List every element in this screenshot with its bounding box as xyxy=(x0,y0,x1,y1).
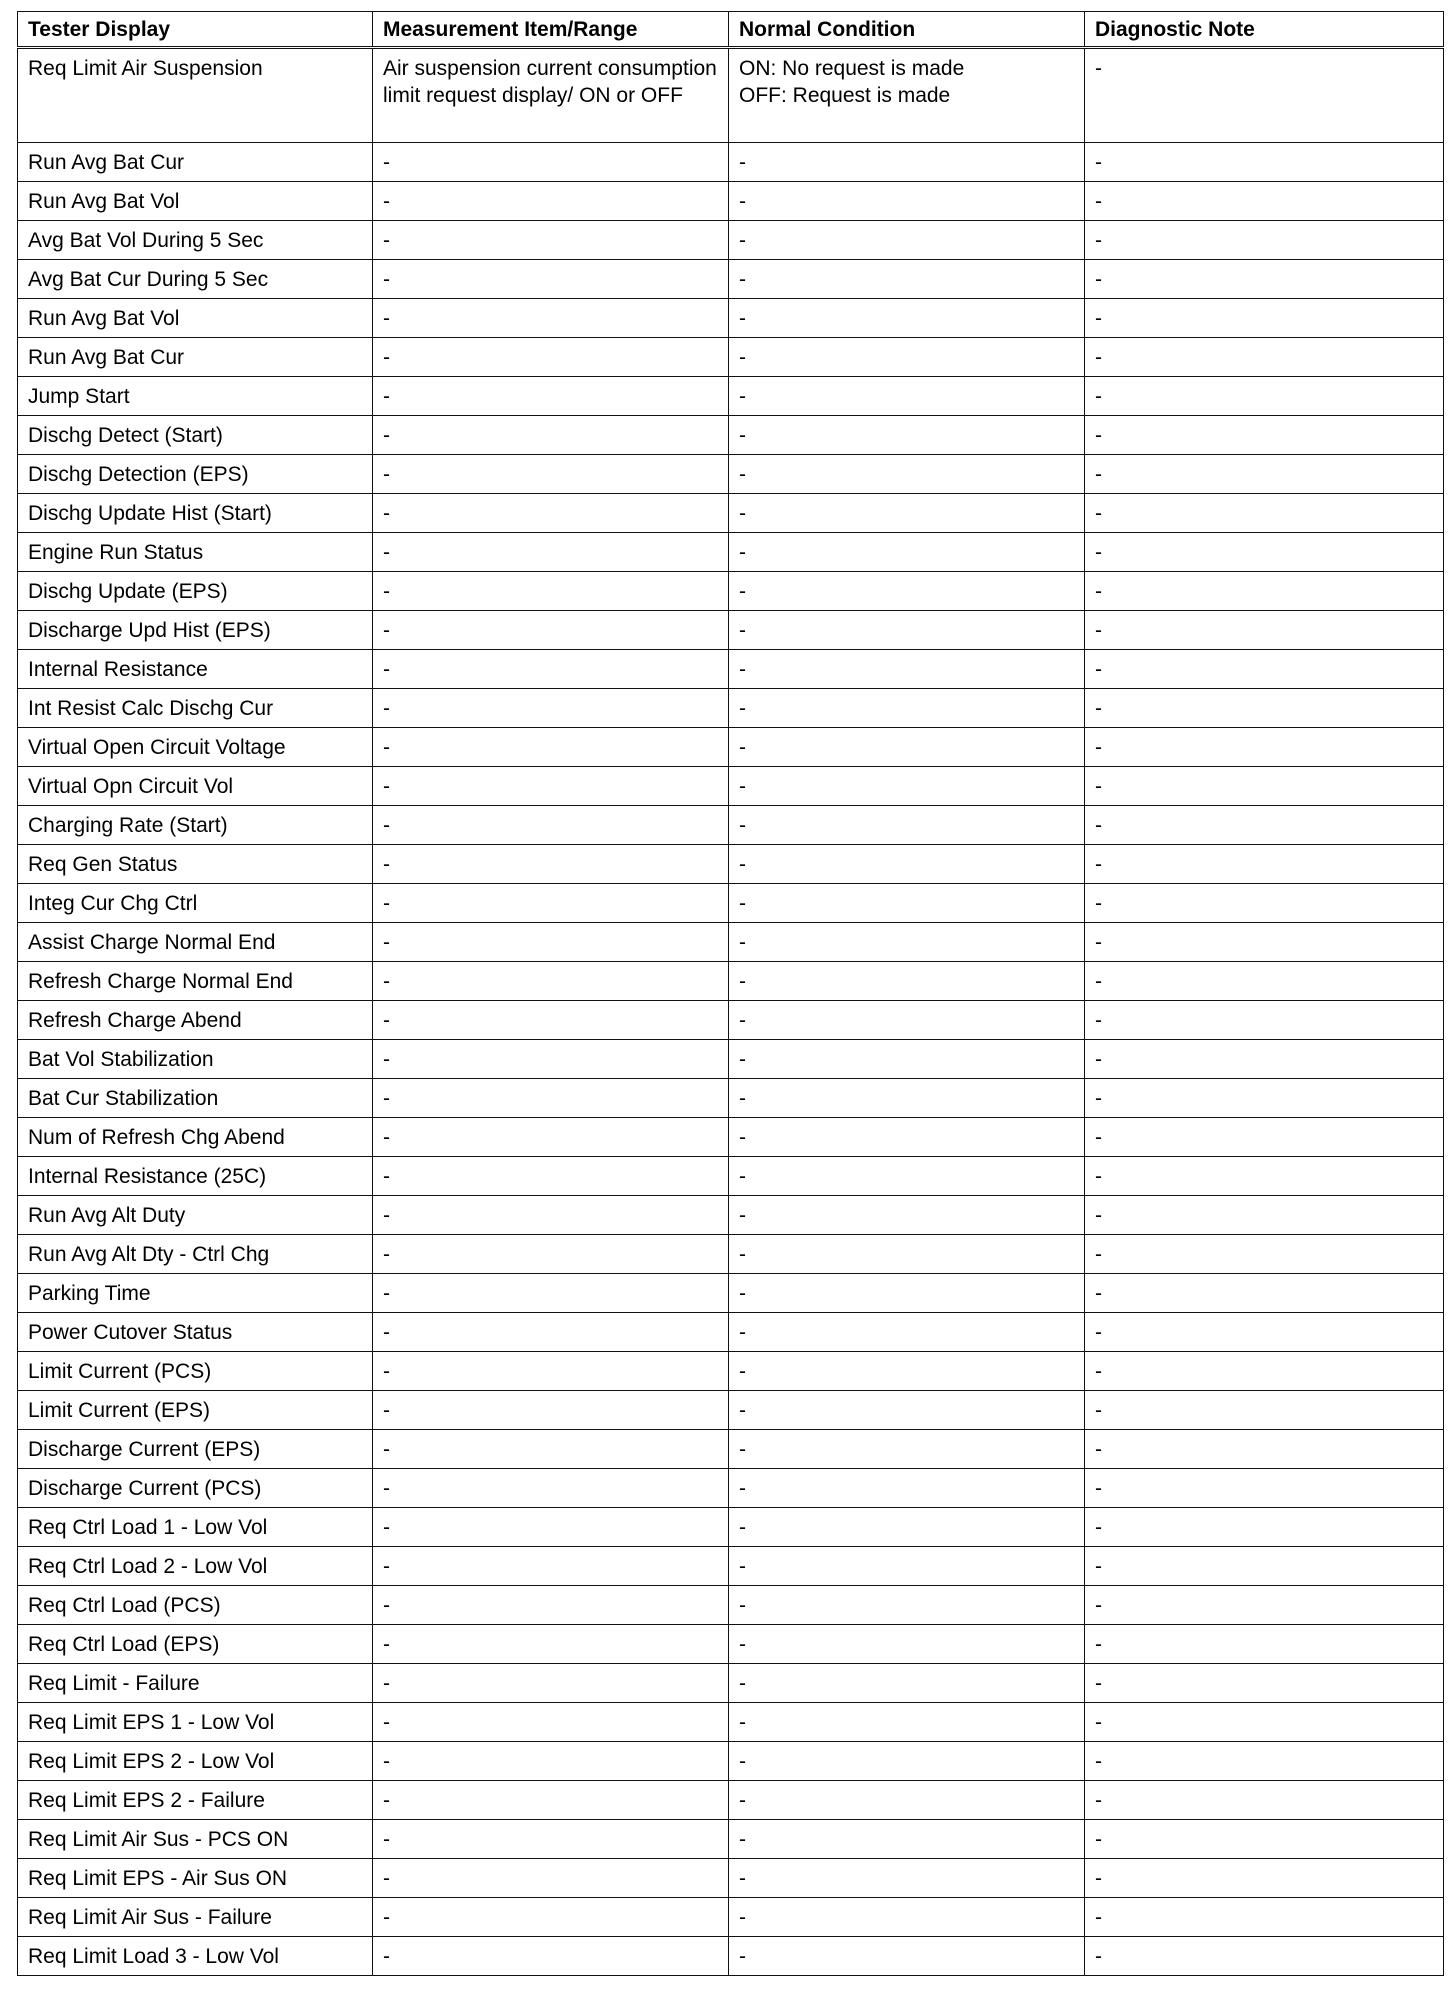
cell-diagnostic-note: - xyxy=(1085,533,1444,572)
table-row xyxy=(18,1235,1444,1274)
table-row xyxy=(18,182,1444,221)
table-row xyxy=(18,1196,1444,1235)
table-row xyxy=(18,1586,1444,1625)
cell-diagnostic-note: - xyxy=(1085,767,1444,806)
table-row xyxy=(18,1781,1444,1820)
cell-normal-condition: - xyxy=(729,494,1085,533)
cell-diagnostic-note: - xyxy=(1085,455,1444,494)
cell-tester-display: Limit Current (PCS) xyxy=(18,1352,373,1391)
table-row xyxy=(18,962,1444,1001)
cell-normal-condition: - xyxy=(729,728,1085,767)
cell-normal-condition: - xyxy=(729,1391,1085,1430)
cell-measurement-item: - xyxy=(373,416,729,455)
cell-diagnostic-note: - xyxy=(1085,1001,1444,1040)
cell-normal-condition: - xyxy=(729,845,1085,884)
cell-tester-display: Power Cutover Status xyxy=(18,1313,373,1352)
cell-normal-condition: - xyxy=(729,1820,1085,1859)
cell-diagnostic-note: - xyxy=(1085,338,1444,377)
cell-measurement-item: - xyxy=(373,299,729,338)
cell-diagnostic-note: - xyxy=(1085,377,1444,416)
cell-measurement-item: - xyxy=(373,1625,729,1664)
cell-diagnostic-note: - xyxy=(1085,650,1444,689)
cell-measurement-item: - xyxy=(373,1898,729,1937)
cell-diagnostic-note: - xyxy=(1085,728,1444,767)
cell-diagnostic-note: - xyxy=(1085,416,1444,455)
table-row xyxy=(18,1313,1444,1352)
table-row xyxy=(18,689,1444,728)
cell-tester-display: Internal Resistance xyxy=(18,650,373,689)
cell-measurement-item: - xyxy=(373,1508,729,1547)
cell-diagnostic-note: - xyxy=(1085,182,1444,221)
cell-normal-condition: - xyxy=(729,1664,1085,1703)
cell-normal-condition: - xyxy=(729,650,1085,689)
cell-measurement-item: - xyxy=(373,221,729,260)
cell-normal-condition: - xyxy=(729,1781,1085,1820)
cell-diagnostic-note: - xyxy=(1085,1586,1444,1625)
cell-normal-condition: - xyxy=(729,1313,1085,1352)
cell-tester-display: Req Gen Status xyxy=(18,845,373,884)
table-row xyxy=(18,260,1444,299)
table-row xyxy=(18,338,1444,377)
cell-diagnostic-note: - xyxy=(1085,1469,1444,1508)
cell-diagnostic-note: - xyxy=(1085,1430,1444,1469)
table-row xyxy=(18,1898,1444,1937)
cell-tester-display: Run Avg Alt Dty - Ctrl Chg xyxy=(18,1235,373,1274)
cell-diagnostic-note: - xyxy=(1085,1352,1444,1391)
cell-diagnostic-note: - xyxy=(1085,1040,1444,1079)
cell-measurement-item: - xyxy=(373,1118,729,1157)
cell-measurement-item: - xyxy=(373,806,729,845)
cell-measurement-item: - xyxy=(373,1469,729,1508)
cell-diagnostic-note: - xyxy=(1085,143,1444,182)
cell-normal-condition: - xyxy=(729,533,1085,572)
cell-diagnostic-note: - xyxy=(1085,1157,1444,1196)
cell-tester-display: Charging Rate (Start) xyxy=(18,806,373,845)
cell-diagnostic-note: - xyxy=(1085,884,1444,923)
cell-tester-display: Dischg Detect (Start) xyxy=(18,416,373,455)
cell-measurement-item: - xyxy=(373,650,729,689)
cell-measurement-item: - xyxy=(373,1157,729,1196)
cell-tester-display: Bat Vol Stabilization xyxy=(18,1040,373,1079)
cell-normal-condition: - xyxy=(729,1352,1085,1391)
cell-diagnostic-note: - xyxy=(1085,299,1444,338)
cell-measurement-item: - xyxy=(373,728,729,767)
table-row xyxy=(18,923,1444,962)
cell-tester-display: Run Avg Bat Vol xyxy=(18,299,373,338)
cell-diagnostic-note: - xyxy=(1085,1625,1444,1664)
cell-tester-display: Req Limit EPS 1 - Low Vol xyxy=(18,1703,373,1742)
table-row xyxy=(18,1664,1444,1703)
cell-tester-display: Req Ctrl Load (EPS) xyxy=(18,1625,373,1664)
cell-tester-display: Virtual Open Circuit Voltage xyxy=(18,728,373,767)
cell-normal-condition: ON: No request is made OFF: Request is made xyxy=(729,48,1085,143)
cell-measurement-item: - xyxy=(373,1235,729,1274)
cell-diagnostic-note: - xyxy=(1085,494,1444,533)
cell-normal-condition: - xyxy=(729,1157,1085,1196)
cell-normal-condition: - xyxy=(729,1742,1085,1781)
cell-diagnostic-note: - xyxy=(1085,1859,1444,1898)
table-row xyxy=(18,1547,1444,1586)
cell-measurement-item: - xyxy=(373,338,729,377)
cell-diagnostic-note: - xyxy=(1085,1118,1444,1157)
cell-diagnostic-note: - xyxy=(1085,1313,1444,1352)
cell-normal-condition: - xyxy=(729,1040,1085,1079)
cell-measurement-item: - xyxy=(373,923,729,962)
cell-diagnostic-note: - xyxy=(1085,1547,1444,1586)
table-row xyxy=(18,1937,1444,1976)
cell-measurement-item: - xyxy=(373,533,729,572)
cell-measurement-item: - xyxy=(373,1937,729,1976)
cell-diagnostic-note: - xyxy=(1085,845,1444,884)
cell-diagnostic-note: - xyxy=(1085,1235,1444,1274)
cell-normal-condition: - xyxy=(729,299,1085,338)
cell-measurement-item: - xyxy=(373,845,729,884)
table-row xyxy=(18,1391,1444,1430)
cell-normal-condition: - xyxy=(729,1118,1085,1157)
cell-diagnostic-note: - xyxy=(1085,923,1444,962)
cell-diagnostic-note: - xyxy=(1085,611,1444,650)
cell-normal-condition: - xyxy=(729,1469,1085,1508)
cell-measurement-item: - xyxy=(373,1313,729,1352)
cell-normal-condition: - xyxy=(729,1547,1085,1586)
header-normal-condition: Normal Condition xyxy=(729,12,1085,48)
table-row xyxy=(18,1742,1444,1781)
cell-normal-condition: - xyxy=(729,221,1085,260)
cell-normal-condition: - xyxy=(729,1586,1085,1625)
cell-measurement-item: - xyxy=(373,455,729,494)
cell-normal-condition: - xyxy=(729,182,1085,221)
table-row xyxy=(18,1859,1444,1898)
cell-diagnostic-note: - xyxy=(1085,1508,1444,1547)
cell-measurement-item: - xyxy=(373,1586,729,1625)
cell-tester-display: Limit Current (EPS) xyxy=(18,1391,373,1430)
cell-measurement-item: - xyxy=(373,182,729,221)
cell-normal-condition: - xyxy=(729,689,1085,728)
cell-measurement-item: - xyxy=(373,1001,729,1040)
cell-diagnostic-note: - xyxy=(1085,1079,1444,1118)
cell-tester-display: Assist Charge Normal End xyxy=(18,923,373,962)
cell-measurement-item: - xyxy=(373,689,729,728)
tester-display-table xyxy=(17,11,1444,1976)
cell-tester-display: Discharge Current (PCS) xyxy=(18,1469,373,1508)
cell-measurement-item: - xyxy=(373,1742,729,1781)
cell-measurement-item: - xyxy=(373,494,729,533)
cell-tester-display: Req Ctrl Load (PCS) xyxy=(18,1586,373,1625)
cell-normal-condition: - xyxy=(729,1235,1085,1274)
cell-tester-display: Req Limit Air Sus - Failure xyxy=(18,1898,373,1937)
table-row xyxy=(18,1430,1444,1469)
header-tester-display: Tester Display xyxy=(18,12,373,48)
table-row xyxy=(18,1820,1444,1859)
cell-diagnostic-note: - xyxy=(1085,48,1444,143)
cell-tester-display: Run Avg Bat Vol xyxy=(18,182,373,221)
cell-tester-display: Integ Cur Chg Ctrl xyxy=(18,884,373,923)
cell-tester-display: Int Resist Calc Dischg Cur xyxy=(18,689,373,728)
cell-tester-display: Virtual Opn Circuit Vol xyxy=(18,767,373,806)
cell-tester-display: Parking Time xyxy=(18,1274,373,1313)
cell-diagnostic-note: - xyxy=(1085,572,1444,611)
table-row xyxy=(18,1079,1444,1118)
cell-normal-condition: - xyxy=(729,143,1085,182)
cell-normal-condition: - xyxy=(729,1001,1085,1040)
header-diagnostic-note: Diagnostic Note xyxy=(1085,12,1444,48)
cell-diagnostic-note: - xyxy=(1085,1196,1444,1235)
cell-measurement-item: - xyxy=(373,1664,729,1703)
header-row xyxy=(18,12,1444,48)
cell-diagnostic-note: - xyxy=(1085,806,1444,845)
cell-measurement-item: - xyxy=(373,1274,729,1313)
cell-measurement-item: - xyxy=(373,1352,729,1391)
table-row xyxy=(18,1157,1444,1196)
cell-tester-display: Engine Run Status xyxy=(18,533,373,572)
cell-tester-display: Req Limit EPS 2 - Low Vol xyxy=(18,1742,373,1781)
table-row xyxy=(18,1703,1444,1742)
cell-diagnostic-note: - xyxy=(1085,962,1444,1001)
cell-tester-display: Req Ctrl Load 2 - Low Vol xyxy=(18,1547,373,1586)
cell-measurement-item: - xyxy=(373,1547,729,1586)
table-row xyxy=(18,377,1444,416)
cell-measurement-item: - xyxy=(373,377,729,416)
cell-diagnostic-note: - xyxy=(1085,260,1444,299)
cell-tester-display: Req Ctrl Load 1 - Low Vol xyxy=(18,1508,373,1547)
cell-tester-display: Avg Bat Vol During 5 Sec xyxy=(18,221,373,260)
table-row xyxy=(18,1469,1444,1508)
cell-measurement-item: - xyxy=(373,1196,729,1235)
cell-tester-display: Dischg Update (EPS) xyxy=(18,572,373,611)
table-row xyxy=(18,1040,1444,1079)
table-row xyxy=(18,845,1444,884)
cell-measurement-item: - xyxy=(373,1859,729,1898)
cell-normal-condition: - xyxy=(729,611,1085,650)
table-row xyxy=(18,1118,1444,1157)
table-row xyxy=(18,650,1444,689)
cell-normal-condition: - xyxy=(729,923,1085,962)
cell-diagnostic-note: - xyxy=(1085,1820,1444,1859)
cell-tester-display: Num of Refresh Chg Abend xyxy=(18,1118,373,1157)
cell-diagnostic-note: - xyxy=(1085,1781,1444,1820)
cell-measurement-item: - xyxy=(373,1781,729,1820)
cell-normal-condition: - xyxy=(729,1703,1085,1742)
cell-measurement-item: - xyxy=(373,572,729,611)
cell-normal-condition: - xyxy=(729,962,1085,1001)
cell-diagnostic-note: - xyxy=(1085,1274,1444,1313)
table-row xyxy=(18,416,1444,455)
cell-normal-condition: - xyxy=(729,1859,1085,1898)
cell-normal-condition: - xyxy=(729,884,1085,923)
cell-normal-condition: - xyxy=(729,572,1085,611)
cell-diagnostic-note: - xyxy=(1085,1391,1444,1430)
cell-normal-condition: - xyxy=(729,1274,1085,1313)
cell-normal-condition: - xyxy=(729,767,1085,806)
cell-tester-display: Req Limit Load 3 - Low Vol xyxy=(18,1937,373,1976)
table-body xyxy=(18,48,1444,1976)
table-row xyxy=(18,767,1444,806)
header-measurement-item-range: Measurement Item/Range xyxy=(373,12,729,48)
cell-tester-display: Req Limit EPS 2 - Failure xyxy=(18,1781,373,1820)
cell-diagnostic-note: - xyxy=(1085,1664,1444,1703)
cell-tester-display: Refresh Charge Abend xyxy=(18,1001,373,1040)
table-row xyxy=(18,1508,1444,1547)
cell-measurement-item: Air suspension current consumption limit request display/ ON or OFF xyxy=(373,48,729,143)
table-row xyxy=(18,1274,1444,1313)
cell-tester-display: Jump Start xyxy=(18,377,373,416)
cell-tester-display: Req Limit Air Sus - PCS ON xyxy=(18,1820,373,1859)
cell-normal-condition: - xyxy=(729,1079,1085,1118)
cell-normal-condition: - xyxy=(729,1625,1085,1664)
table-row xyxy=(18,299,1444,338)
cell-measurement-item: - xyxy=(373,1820,729,1859)
cell-tester-display: Run Avg Alt Duty xyxy=(18,1196,373,1235)
cell-tester-display: Dischg Update Hist (Start) xyxy=(18,494,373,533)
cell-diagnostic-note: - xyxy=(1085,1703,1444,1742)
table-row xyxy=(18,1625,1444,1664)
cell-measurement-item: - xyxy=(373,962,729,1001)
cell-tester-display: Internal Resistance (25C) xyxy=(18,1157,373,1196)
cell-diagnostic-note: - xyxy=(1085,221,1444,260)
cell-tester-display: Req Limit EPS - Air Sus ON xyxy=(18,1859,373,1898)
cell-tester-display: Discharge Current (EPS) xyxy=(18,1430,373,1469)
table-row xyxy=(18,494,1444,533)
cell-measurement-item: - xyxy=(373,611,729,650)
table-row xyxy=(18,455,1444,494)
table-row xyxy=(18,1001,1444,1040)
cell-normal-condition: - xyxy=(729,1937,1085,1976)
cell-tester-display: Refresh Charge Normal End xyxy=(18,962,373,1001)
cell-normal-condition: - xyxy=(729,806,1085,845)
cell-tester-display: Req Limit Air Suspension xyxy=(18,48,373,143)
cell-tester-display: Dischg Detection (EPS) xyxy=(18,455,373,494)
cell-tester-display: Avg Bat Cur During 5 Sec xyxy=(18,260,373,299)
cell-measurement-item: - xyxy=(373,1040,729,1079)
table-row xyxy=(18,533,1444,572)
cell-tester-display: Discharge Upd Hist (EPS) xyxy=(18,611,373,650)
table-row xyxy=(18,1352,1444,1391)
cell-normal-condition: - xyxy=(729,416,1085,455)
table-row xyxy=(18,572,1444,611)
cell-measurement-item: - xyxy=(373,767,729,806)
cell-diagnostic-note: - xyxy=(1085,689,1444,728)
table-row xyxy=(18,806,1444,845)
cell-tester-display: Bat Cur Stabilization xyxy=(18,1079,373,1118)
table-row xyxy=(18,884,1444,923)
table-row xyxy=(18,728,1444,767)
cell-diagnostic-note: - xyxy=(1085,1742,1444,1781)
cell-measurement-item: - xyxy=(373,1703,729,1742)
cell-diagnostic-note: - xyxy=(1085,1898,1444,1937)
cell-measurement-item: - xyxy=(373,260,729,299)
cell-normal-condition: - xyxy=(729,1508,1085,1547)
table-row xyxy=(18,221,1444,260)
cell-normal-condition: - xyxy=(729,338,1085,377)
table-row xyxy=(18,611,1444,650)
cell-normal-condition: - xyxy=(729,1898,1085,1937)
table-row xyxy=(18,143,1444,182)
cell-tester-display: Run Avg Bat Cur xyxy=(18,338,373,377)
cell-measurement-item: - xyxy=(373,1430,729,1469)
cell-measurement-item: - xyxy=(373,1391,729,1430)
cell-normal-condition: - xyxy=(729,1196,1085,1235)
cell-tester-display: Req Limit - Failure xyxy=(18,1664,373,1703)
cell-measurement-item: - xyxy=(373,1079,729,1118)
cell-measurement-item: - xyxy=(373,143,729,182)
cell-normal-condition: - xyxy=(729,455,1085,494)
cell-normal-condition: - xyxy=(729,377,1085,416)
cell-measurement-item: - xyxy=(373,884,729,923)
cell-normal-condition: - xyxy=(729,1430,1085,1469)
cell-normal-condition: - xyxy=(729,260,1085,299)
cell-tester-display: Run Avg Bat Cur xyxy=(18,143,373,182)
cell-diagnostic-note: - xyxy=(1085,1937,1444,1976)
table-header xyxy=(18,12,1444,48)
table-row xyxy=(18,48,1444,143)
